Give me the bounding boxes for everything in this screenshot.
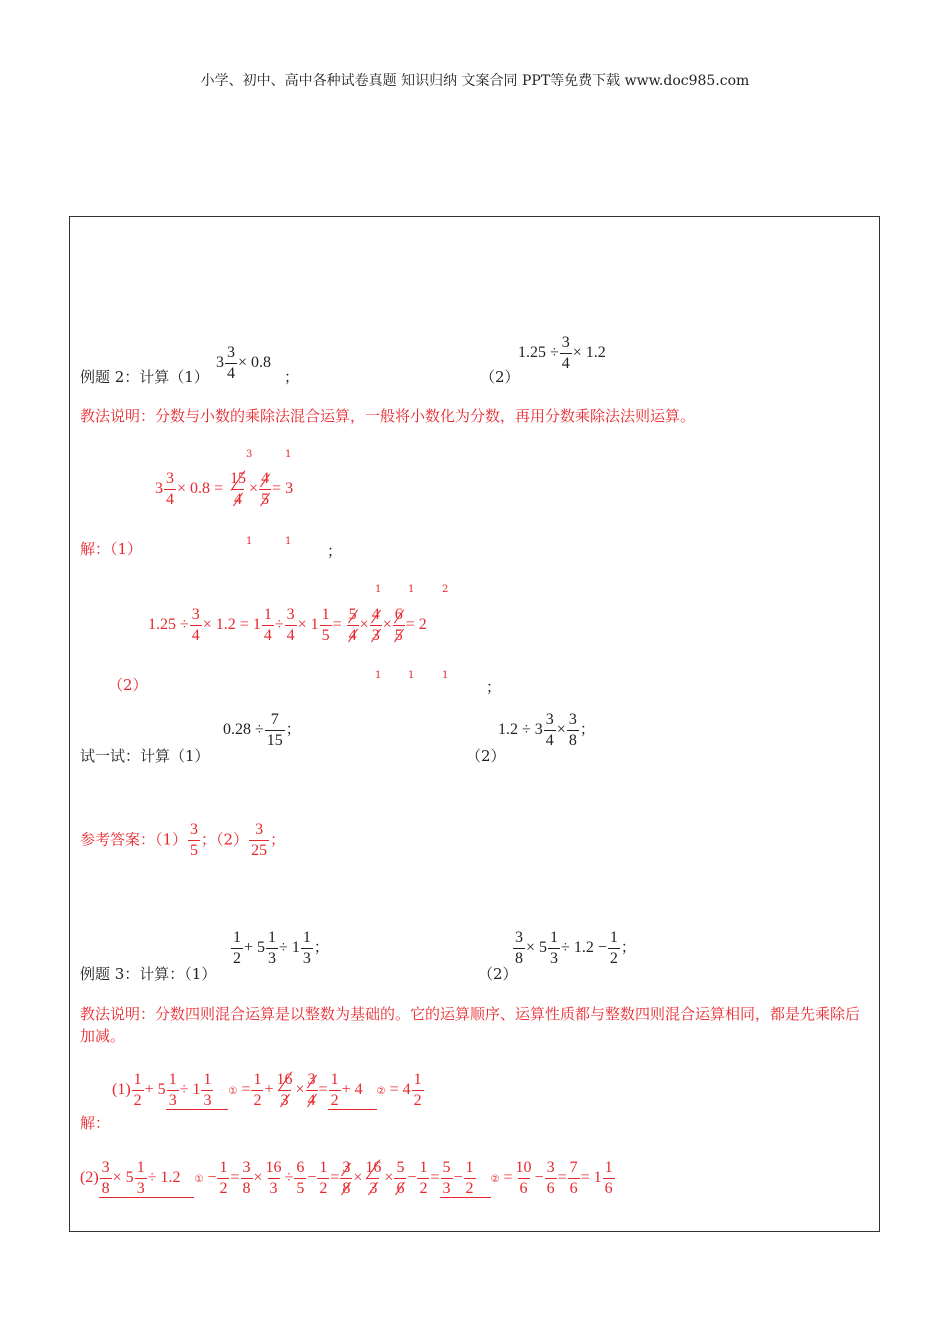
ex2-solution2-label: （2） <box>108 676 148 694</box>
ex3-label-2: （2） <box>478 965 518 983</box>
semicolon: ； <box>486 678 502 696</box>
cancel-note: 1 <box>285 449 292 460</box>
semicolon: ； <box>284 368 300 386</box>
ex2-problem2: 1.25 ÷ $\frac{3}{4}$ × 1.2 <box>518 334 606 372</box>
page-header: 小学、初中、高中各种试卷真题 知识归纳 文案合同 PPT等免费下载 www.doc985.com <box>200 73 750 89</box>
ex2-problem1: 3 $\frac{3}{4}$ × 0.8 <box>216 344 272 382</box>
cancel-note: 1 <box>285 536 292 547</box>
cancel-note: 1 <box>408 670 415 681</box>
ex3-teaching-note: 教法说明：分数四则混合运算是以整数为基础的。它的运算顺序、运算性质都与整数四则混合运算相同，都是先乘除后加减。 <box>80 1005 861 1045</box>
ex3-solution1: (1) $\frac{1}{2}$ + 5 $\frac{1}{3}$ ÷ 1 $\frac{1}{3}$ ① = $\frac{1}{2}$ + $\frac{16}{3}$ × $\frac{3}{4}$ = $\frac{1}{2}$ + 4 ② = 4 $\frac{1}{2}$ <box>112 1071 422 1109</box>
cancel-note: 1 <box>246 536 253 547</box>
cancel-note: 1 <box>375 584 382 595</box>
ex3-solution2: (2) $\frac{3}{8}$ × 5 $\frac{1}{3}$ ÷ 1.2 ① − $\frac{1}{2}$ = $\frac{3}{8}$ × $\frac{16}{3}$ ÷ $\frac{6}{5}$ − $\frac{1}{2}$ = $\frac{3}{8}$ × $\frac{16}{3}$ × $\frac{5}{6}$ − $\frac{1}{2}$ = $\frac{5}{3}$ − $\frac{1}{2}$ ② = $\frac{10}{6}$ − $\frac{3}{6}$ = $\frac{7}{6}$ = 1 $\frac{1}{6}$ <box>80 1159 613 1197</box>
ex2-solution2: 1.25 ÷ $\frac{3}{4}$ × 1.2 = 1 $\frac{1}{4}$ ÷ $\frac{3}{4}$ × 1 $\frac{1}{5}$ = $\frac{5}{4}$ × $\frac{4}{3}$ × $\frac{6}{5}$ = 2 <box>148 606 427 644</box>
try-label: 试一试：计算（1） <box>80 747 210 765</box>
ex2-teaching-note: 教法说明：分数与小数的乘除法混合运算，一般将小数化为分数，再用分数乘除法法则运算。 <box>80 407 696 425</box>
cancel-note: 1 <box>375 670 382 681</box>
ex3-solution-label: 解： <box>80 1114 111 1132</box>
cancel-note: 3 <box>246 449 253 460</box>
ex3-problem2: $\frac{3}{8}$ × 5 $\frac{1}{3}$ ÷ 1.2 − $\frac{1}{2}$ ； <box>515 929 636 967</box>
ex2-solution1: 3 $\frac{3}{4}$ × 0.8 = $\frac{15}{4}$ × $\frac{4}{5}$ = 3 <box>155 470 294 508</box>
try-label-2: （2） <box>466 747 506 765</box>
cancel-note: 2 <box>442 584 449 595</box>
cancel-note: 1 <box>408 584 415 595</box>
cancel-note: 1 <box>442 670 449 681</box>
answers: 参考答案：（1） $\frac{3}{5}$ ；（2） $\frac{3}{25}$ ； <box>80 821 286 859</box>
ex3-label: 例题 3：计算：（1） <box>80 965 217 983</box>
ex2-solution-label: 解：（1） <box>80 540 143 558</box>
try-problem2: 1.2 ÷ 3 $\frac{3}{4}$ × $\frac{3}{8}$ ； <box>498 711 595 749</box>
try-problem1: 0.28 ÷ $\frac{7}{15}$ ； <box>223 711 301 749</box>
ex3-problem1: $\frac{1}{2}$ + 5 $\frac{1}{3}$ ÷ 1 $\frac{1}{3}$ ； <box>233 929 329 967</box>
ex2-label: 例题 2：计算（1） <box>80 368 209 386</box>
ex2-label-2: （2） <box>480 368 520 386</box>
semicolon: ； <box>327 542 343 560</box>
